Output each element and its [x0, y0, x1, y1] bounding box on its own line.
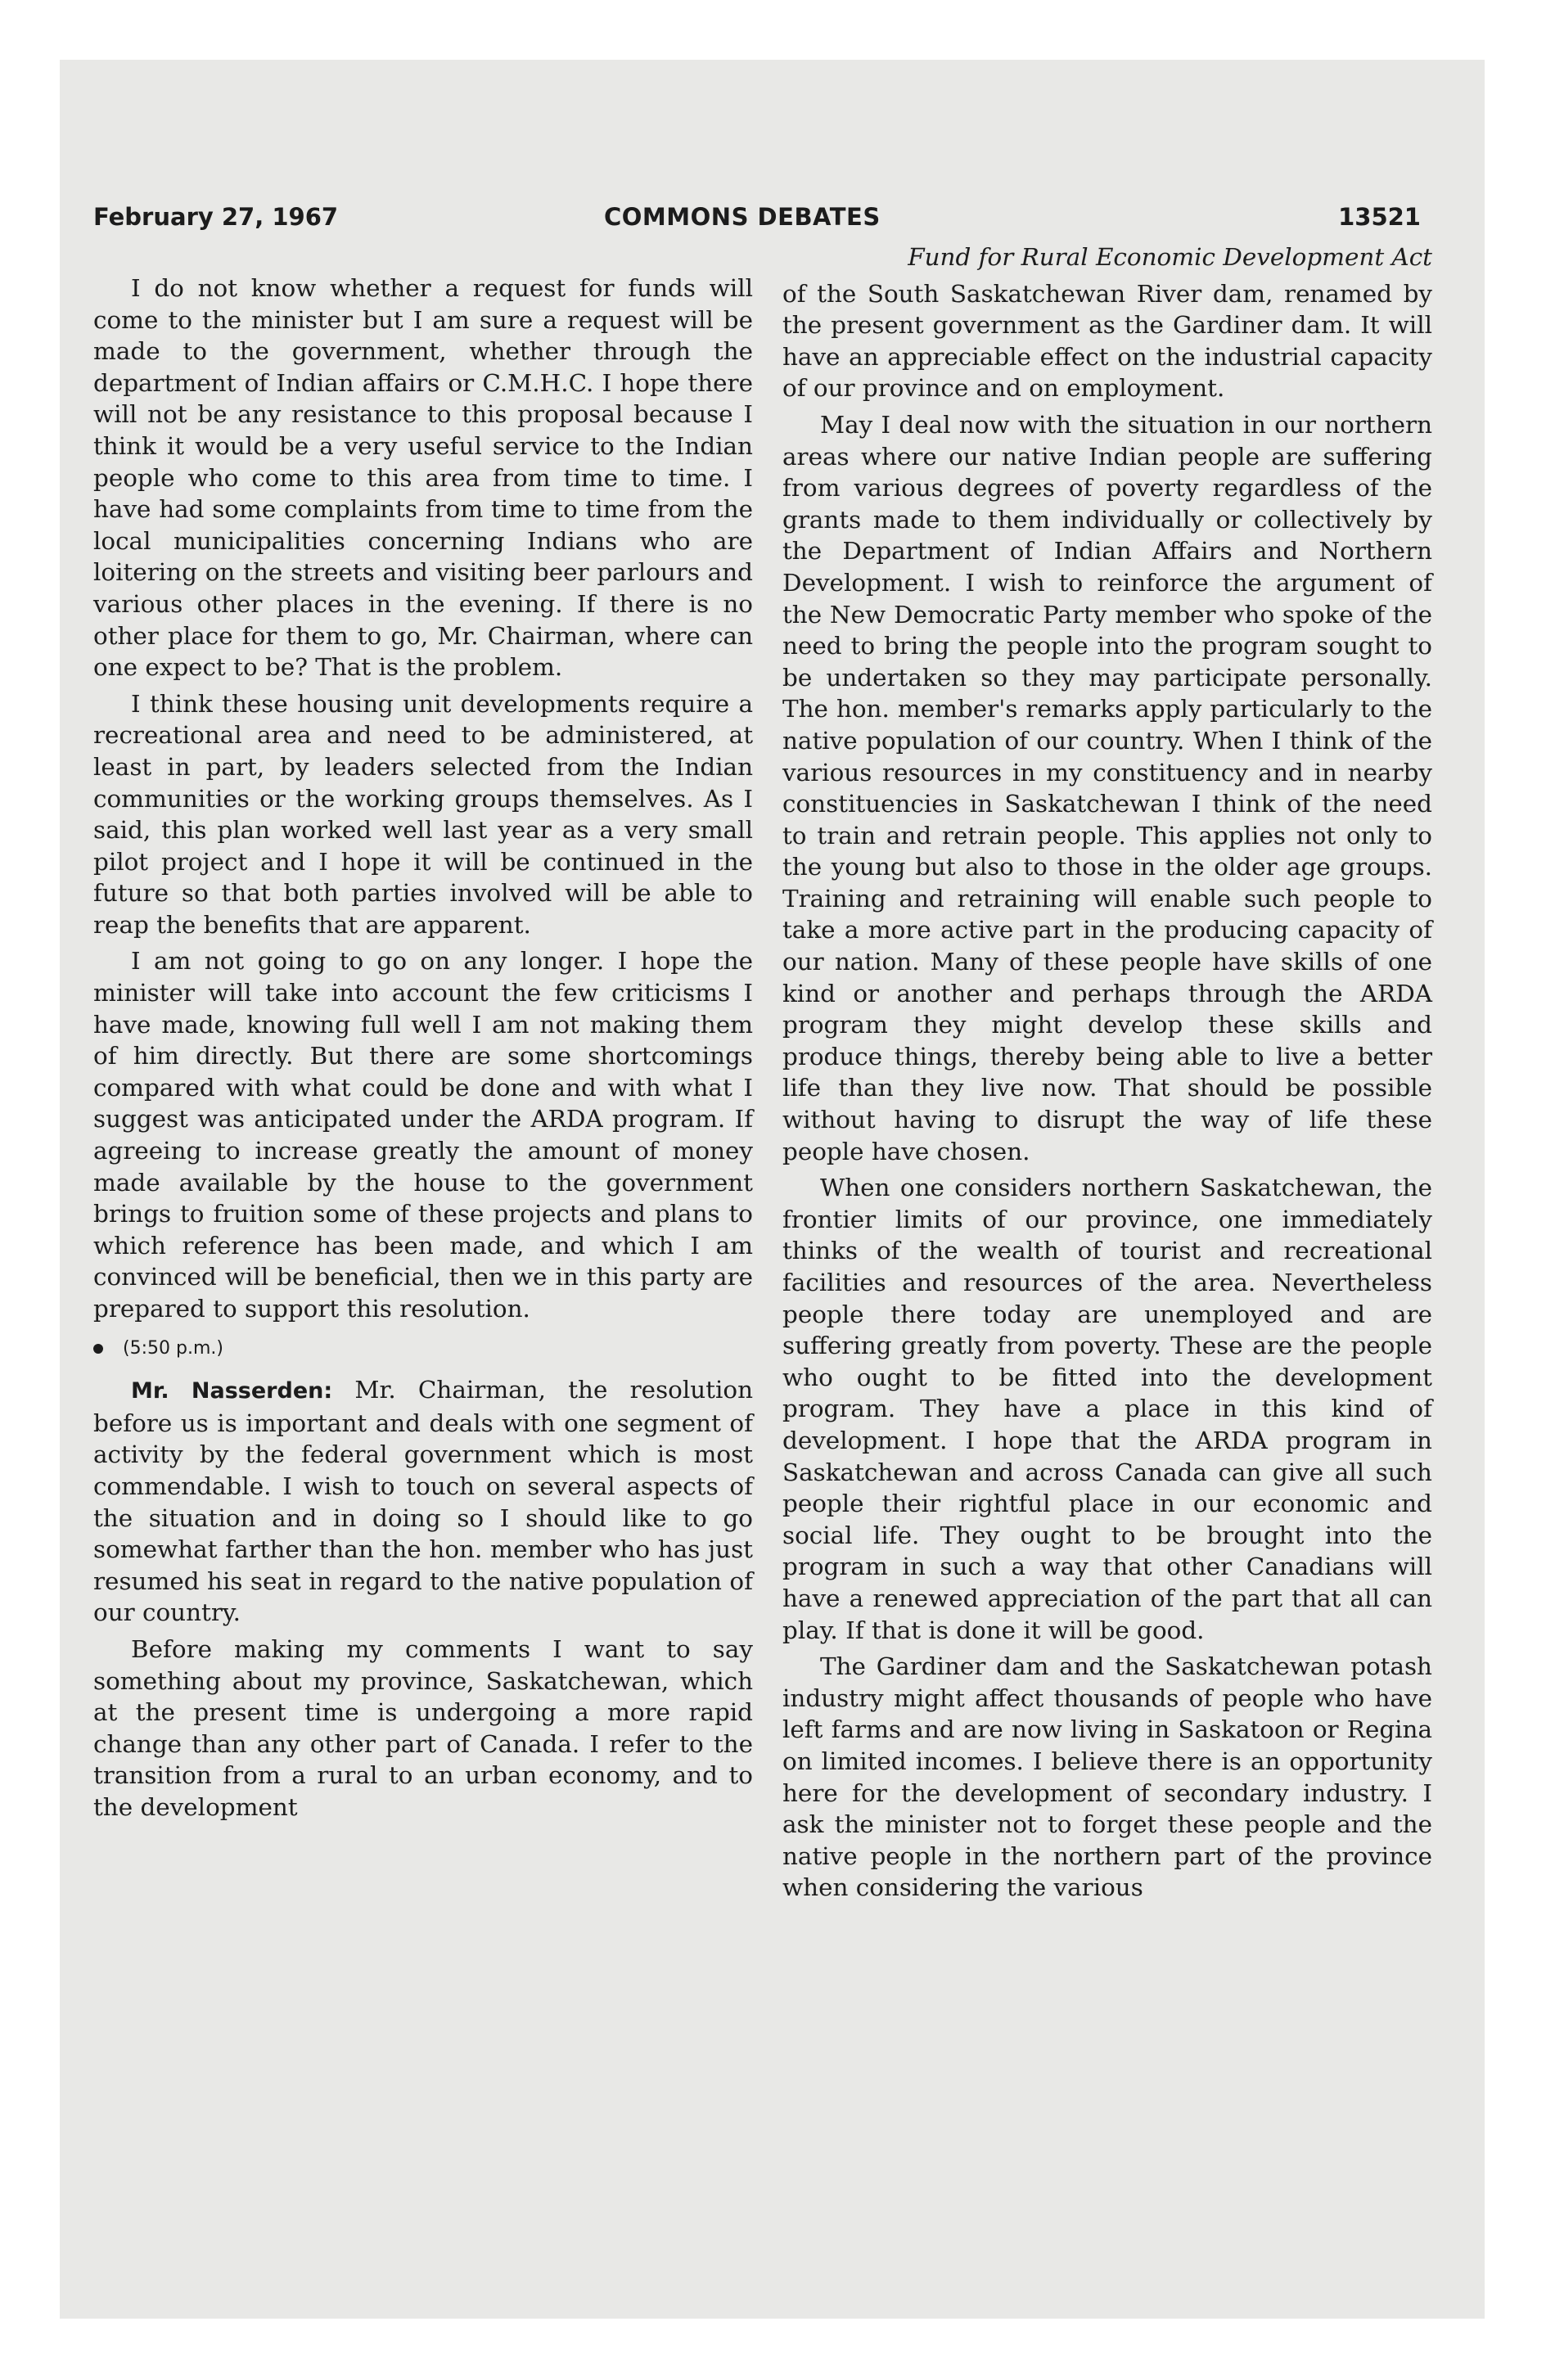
paragraph: May I deal now with the situation in our northern areas where our native Indian people are suffering from various degrees of poverty regardless of the grants made to them individually or collectively by the Department of Indian Affairs and Northern Development. I wish to reinforce the argument of the New Democratic Party member who spoke of the need to bring the people into the program sought to be undertaken so they may participate personally. The hon. member's remarks apply particularly to the native population of our country. When I think of the various resources in my constituency and in nearby constituencies in Saskatchewan I think of the need to train and retrain people. This applies not only to the young but also to those in the older age groups. Training and retraining will enable such people to take a more active part in the producing capacity of our nation. Many of these people have skills of one kind or another and perhaps through the ARDA program they might develop these skills and produce things, thereby being able to live a better life than they live now. That should be possible without having to disrupt the way of life these people have chosen.	[782, 410, 1432, 1165]
paragraph: Before making my comments I want to say something about my province, Saskatchewan, which at the present time is undergoing a more rapid change than any other part of Canada. I refer to the transition from a rural to an urban economy, and to the development	[93, 1634, 753, 1821]
left-column	[93, 273, 753, 1828]
page-header	[93, 203, 1421, 236]
header-page-number: 13521	[1338, 203, 1421, 231]
header-publication: COMMONS DEBATES	[604, 203, 881, 231]
speaker-name: Mr. Nasserden:	[131, 1378, 333, 1404]
paragraph: I think these housing unit developments require a recreational area and need to be administered, at least in part, by leaders selected from the Indian communities or the working groups themselves. As I said, this plan worked well last year as a very small pilot project and I hope it will be continued in the future so that both parties involved will be able to reap the benefits that are apparent.	[93, 689, 753, 939]
right-column	[782, 241, 1432, 1909]
header-date: February 27, 1967	[93, 203, 339, 231]
speech-paragraph	[93, 1374, 753, 1629]
paragraph: The Gardiner dam and the Saskatchewan potash industry might affect thousands of people who have left farms and are now living in Saskatoon or Regina on limited incomes. I believe there is an opportunity here for the development of secondary industry. I ask the minister not to forget these people and the native people in the northern part of the province when considering the various	[782, 1652, 1432, 1902]
bullet-icon	[93, 1344, 103, 1354]
time-marker-text: (5:50 p.m.)	[123, 1337, 223, 1359]
paragraph: I am not going to go on any longer. I hope the minister will take into account the few criticisms I have made, knowing full well I am not making them of him directly. But there are some shortcomings compared with what could be done and with what I suggest was anticipated under the ARDA program. If agreeing to increase greatly the amount of money made available by the house to the government brings to fruition some of these projects and plans to which reference has been made, and which I am convinced will be beneficial, then we in this party are prepared to support this resolution.	[93, 947, 753, 1323]
running-head: Fund for Rural Economic Development Act	[908, 243, 1432, 271]
paragraph: When one considers northern Saskatchewan, the frontier limits of our province, one immediately thinks of the wealth of tourist and recreational facilities and resources of the area. Nevertheless people there today are unemployed and are suffering greatly from poverty. These are the people who ought to be fitted into the development program. They have a place in this kind of development. I hope that the ARDA program in Saskatchewan and across Canada can give all such people their rightful place in our economic and social life. They ought to be brought into the program in such a way that other Canadians will have a renewed appreciation of the part that all can play. If that is done it will be good.	[782, 1174, 1432, 1644]
time-marker	[93, 1333, 753, 1365]
paragraph: of the South Saskatchewan River dam, renamed by the present government as the Gardiner dam. It will have an appreciable effect on the industrial capacity of our province and on employment.	[782, 279, 1432, 403]
paragraph: I do not know whether a request for funds will come to the minister but I am sure a request will be made to the government, whether through the department of Indian affairs or C.M.H.C. I hope there will not be any resistance to this proposal because I think it would be a very useful service to the Indian people who come to this area from time to time. I have had some complaints from time to time from the local municipalities concerning Indians who are loitering on the streets and visiting beer parlours and various other places in the evening. If there is no other place for them to go, Mr. Chairman, where can one expect to be? That is the problem.	[93, 274, 753, 682]
speech-text: Mr. Chairman, the resolution before us is important and deals with one segment of activity by the federal government which is most commendable. I wish to touch on several aspects of the situation and in doing so I should like to go somewhat farther than the hon. member who has just resumed his seat in regard to the native population of our country.	[93, 1376, 754, 1627]
